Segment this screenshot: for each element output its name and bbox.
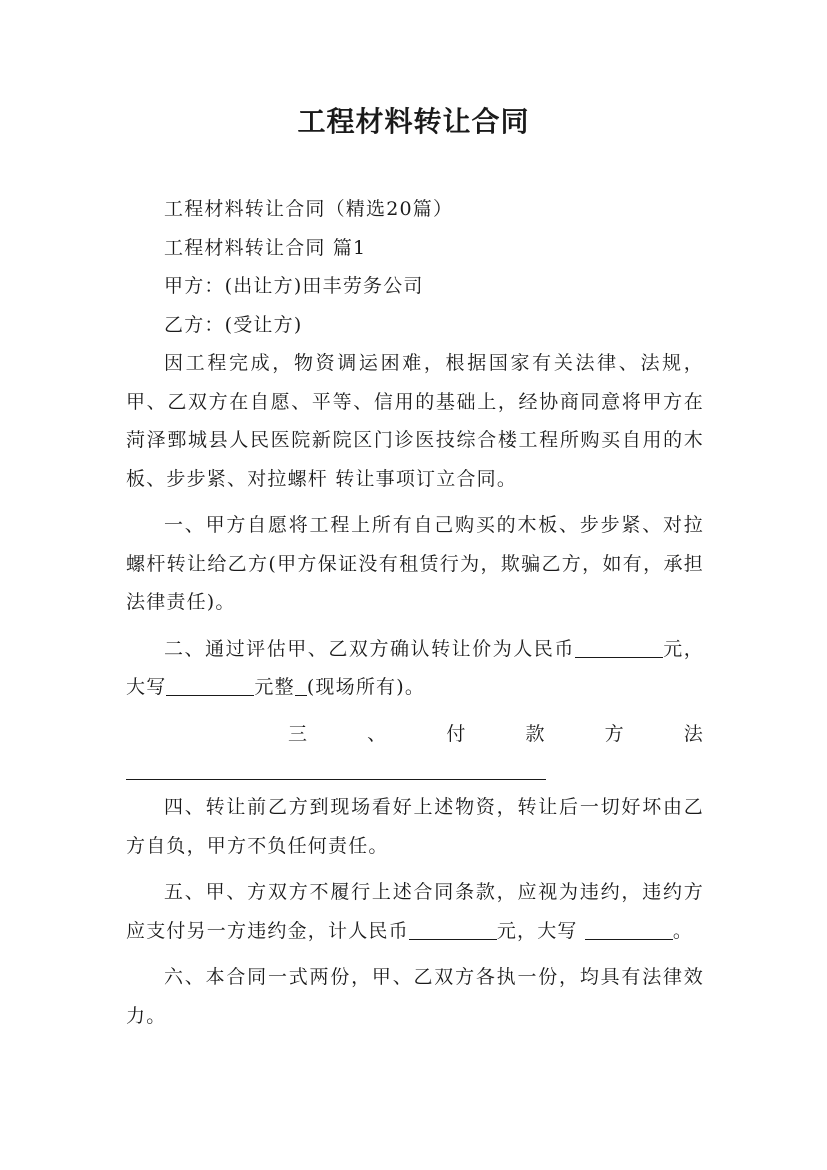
penalty-words-blank bbox=[585, 920, 673, 940]
clause-4: 四、转让前乙方到现场看好上述物资，转让后一切好坏由乙方自负，甲方不负任何责任。 bbox=[126, 796, 704, 857]
clause-5-text-2: 元，大写 bbox=[496, 919, 578, 942]
preamble-paragraph: 因工程完成，物资调运困难，根据国家有关法律、法规，甲、乙双方在自愿、平等、信用的基础上，经协商同意将甲方在菏泽鄄城县人民医院新院区门诊医技综合楼工程所购买自用的木板、步步紧、对拉螺杆 转让事项订立合同。 bbox=[126, 352, 704, 490]
part-heading: 工程材料转让合同 篇1 bbox=[164, 236, 367, 259]
clause-2-text-4: (现场所有)。 bbox=[306, 676, 426, 698]
price-words-blank bbox=[166, 676, 254, 696]
clause-3-char: 款 bbox=[525, 722, 546, 745]
clause-6: 六、本合同一式两份，甲、乙双方各执一份，均具有法律效力。 bbox=[126, 966, 704, 1027]
clause-5-text-1: 五、甲、方双方不履行上述合同条款，应视为违约，违约方应支付另一方违约金，计人民币 bbox=[126, 881, 704, 942]
payment-method-blank bbox=[126, 753, 546, 780]
clause-2 bbox=[126, 630, 704, 707]
clause-3-char: 、 bbox=[367, 722, 388, 745]
party-b-line: 乙方：(受让方) bbox=[164, 313, 303, 336]
clause-2-text-3: 元整 bbox=[254, 676, 295, 698]
clause-5-text-3: 。 bbox=[672, 919, 694, 942]
clause-3-heading bbox=[126, 715, 704, 754]
document-body bbox=[126, 190, 704, 1035]
clause-1: 一、甲方自愿将工程上所有自己购买的木板、步步紧、对拉螺杆转让给乙方(甲方保证没有租赁行为，欺骗乙方，如有，承担法律责任)。 bbox=[126, 514, 704, 613]
party-a-line: 甲方：(出让方)田丰劳务公司 bbox=[164, 275, 424, 297]
clause-3-char: 方 bbox=[604, 722, 625, 745]
document-title: 工程材料转让合同 bbox=[297, 105, 530, 138]
clause-2-text-1: 二、通过评估甲、乙双方确认转让价为人民币 bbox=[164, 637, 575, 660]
clause-5 bbox=[126, 873, 704, 950]
penalty-blank bbox=[409, 920, 497, 940]
price-blank bbox=[575, 638, 663, 658]
short-blank bbox=[295, 676, 307, 696]
clause-2-text-2: 元，大写 bbox=[126, 637, 704, 698]
clause-3-char: 付 bbox=[446, 722, 467, 745]
document-subtitle: 工程材料转让合同（精选20篇） bbox=[164, 198, 454, 220]
clause-3-char: 法 bbox=[683, 722, 704, 745]
clause-3-char: 三 bbox=[288, 722, 309, 745]
